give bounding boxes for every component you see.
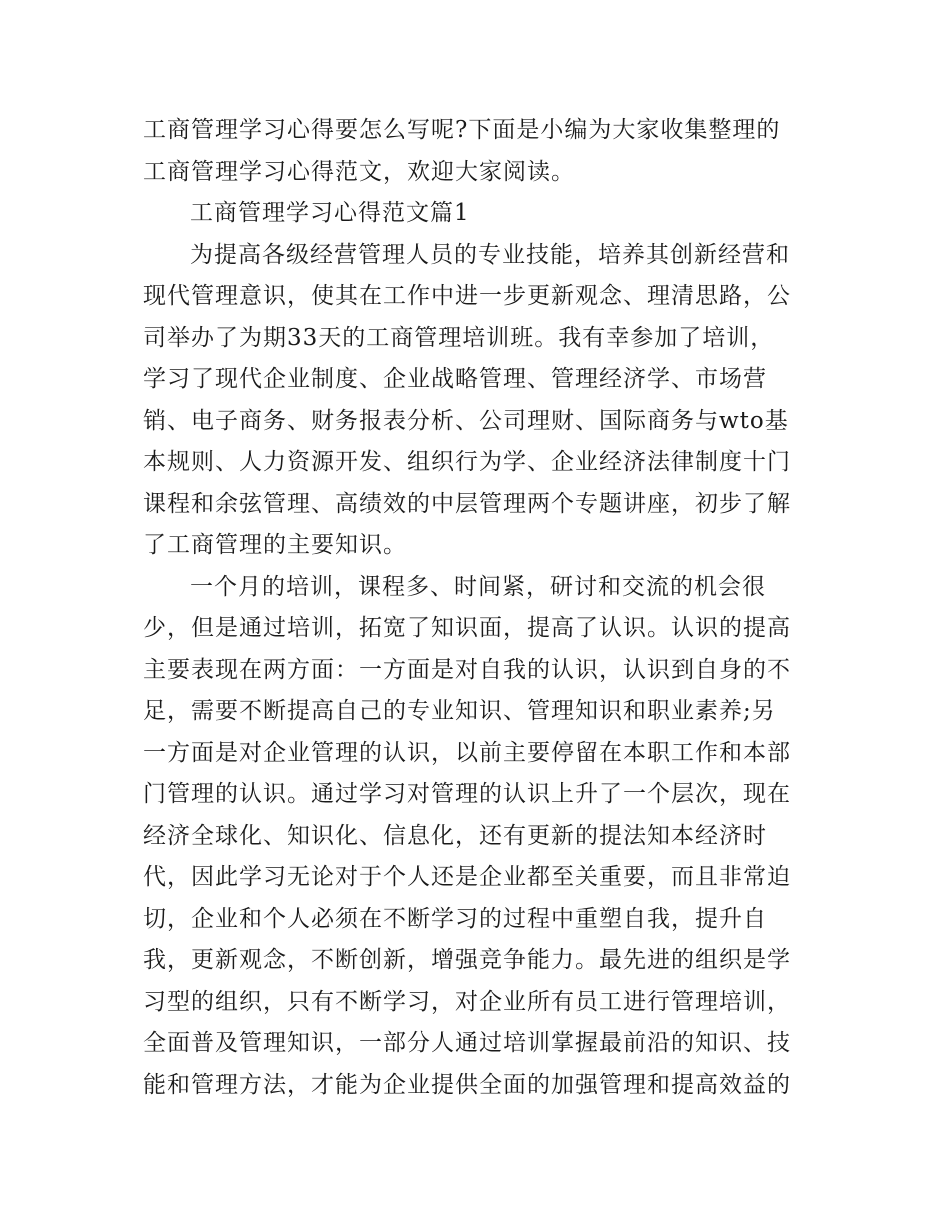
paragraph-2: [143, 567, 813, 1107]
paragraph-1: [143, 235, 813, 567]
text-line: 为提高各级经营管理人员的专业技能，培养其创新经营和: [190, 241, 790, 268]
text-line: 足，需要不断提高自己的专业知识、管理知识和职业素养;另: [143, 698, 776, 724]
text-line: 经济全球化、知识化、信息化，还有更新的提法知本经济时: [143, 822, 767, 849]
text-line: 司举办了为期33天的工商管理培训班。我有幸参加了培训，: [143, 324, 775, 351]
text-line: 能和管理方法，才能为企业提供全面的加强管理和提高效益的: [143, 1071, 791, 1098]
text-line: 少，但是通过培训，拓宽了知识面，提高了认识。认识的提高: [143, 615, 791, 641]
text-line: 工商管理学习心得要怎么写呢?下面是小编为大家收集整理的: [143, 117, 781, 143]
text-line: 代，因此学习无论对于个人还是企业都至关重要，而且非常迫: [143, 864, 791, 890]
text-line: 一个月的培训，课程多、时间紧，研讨和交流的机会很: [190, 573, 766, 600]
text-line: 习型的组织，只有不断学习，对企业所有员工进行管理培训，: [143, 988, 791, 1015]
text-line: 销、电子商务、财务报表分析、公司理财、国际商务与wto基: [143, 407, 789, 434]
text-line: 工商管理学习心得范文，欢迎大家阅读。: [143, 158, 575, 185]
text-line: 我，更新观念，不断创新，增强竞争能力。最先进的组织是学: [143, 947, 791, 973]
section-title: 工商管理学习心得范文篇1: [190, 200, 470, 226]
document-body: [143, 110, 813, 1106]
text-line: 了工商管理的主要知识。: [143, 532, 407, 558]
text-line: 主要表现在两方面：一方面是对自我的认识，认识到自身的不: [143, 656, 791, 683]
text-line: 学习了现代企业制度、企业战略管理、管理经济学、市场营: [143, 366, 767, 392]
text-line: 课程和余弦管理、高绩效的中层管理两个专题讲座，初步了解: [143, 490, 791, 517]
text-line: 本规则、人力资源开发、组织行为学、企业经济法律制度十门: [143, 449, 791, 475]
text-line: 现代管理意识，使其在工作中进一步更新观念、理清思路，公: [143, 283, 791, 309]
text-line: 切，企业和个人必须在不断学习的过程中重塑自我，提升自: [143, 905, 767, 932]
text-line: 门管理的认识。通过学习对管理的认识上升了一个层次，现在: [143, 781, 791, 807]
text-line: 一方面是对企业管理的认识，以前主要停留在本职工作和本部: [143, 739, 791, 766]
intro-paragraph: [143, 110, 813, 193]
text-line: 全面普及管理知识，一部分人通过培训掌握最前沿的知识、技: [143, 1030, 791, 1056]
